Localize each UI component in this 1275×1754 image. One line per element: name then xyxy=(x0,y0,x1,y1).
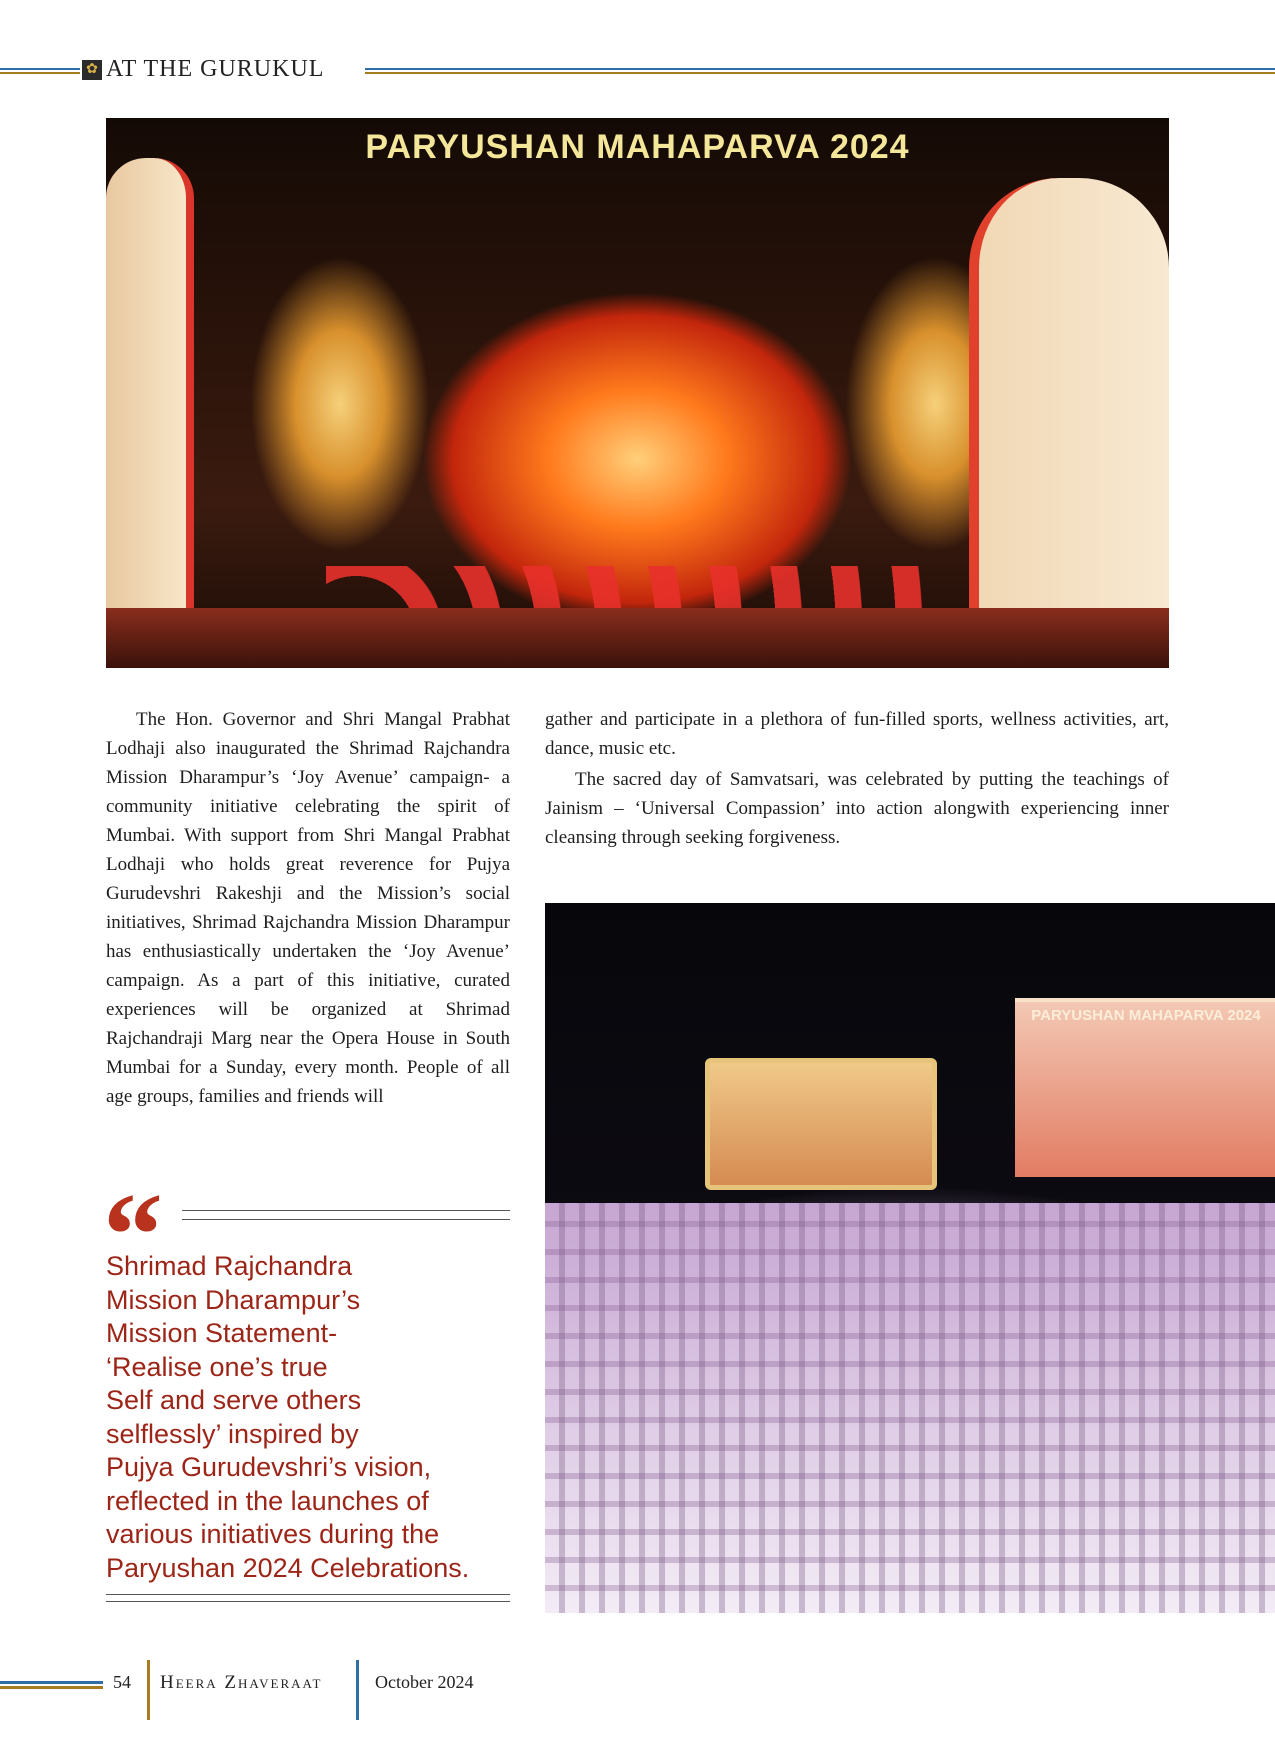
section-emblem-icon: ✿ xyxy=(82,60,102,80)
article-left-column xyxy=(106,705,510,1111)
pull-quote-line: selflessly’ inspired by xyxy=(106,1418,359,1449)
pull-quote-line: Mission Dharampur’s xyxy=(106,1284,361,1315)
stage-performance-photo xyxy=(106,118,1169,668)
pull-quote-line: ‘Realise one’s true xyxy=(106,1351,328,1382)
photo-banner-text: PARYUSHAN MAHAPARVA 2024 xyxy=(365,128,910,166)
stage-arch-right xyxy=(969,178,1169,648)
hall-banner-text: PARYUSHAN MAHAPARVA 2024 xyxy=(1031,1007,1261,1024)
article-paragraph-samvatsari: The sacred day of Samvatsari, was celebrated by putting the teachings of Jainism – ‘Universal Compassion’ into action alongwith experiencing inner cleansing through seeking forgiveness. xyxy=(545,769,1169,848)
header-rule-left xyxy=(0,68,80,74)
pull-quote-line: Pujya Gurudevshri’s vision, xyxy=(106,1452,432,1482)
footer-divider-blue xyxy=(356,1660,359,1720)
pull-quote xyxy=(106,1250,510,1585)
page-number: 54 xyxy=(113,1672,131,1692)
quote-rule-bottom xyxy=(106,1594,510,1602)
pull-quote-line: Mission Statement- xyxy=(106,1318,338,1348)
hall-stage xyxy=(1015,998,1275,1177)
pull-quote-line: Shrimad Rajchandra xyxy=(106,1251,353,1281)
stage-arch-left xyxy=(106,158,194,638)
article-paragraph-continued: gather and participate in a plethora of fun-filled sports, wellness activities, art, dance, music etc. xyxy=(545,709,1169,759)
header-rule-right xyxy=(365,68,1275,74)
pull-quote-line: reflected in the launches of xyxy=(106,1485,429,1516)
projection-screen xyxy=(705,1058,937,1190)
footer-rule xyxy=(0,1681,103,1689)
audience-crowd xyxy=(545,1203,1275,1613)
quote-mark-icon: “ xyxy=(103,1168,163,1301)
magazine-name: Heera Zhaveraat xyxy=(160,1672,323,1693)
pull-quote-line: various initiatives during the xyxy=(106,1519,440,1549)
assembly-hall-photo xyxy=(545,903,1275,1613)
stage-floor xyxy=(106,608,1169,668)
footer-divider-gold xyxy=(147,1660,150,1720)
issue-date: October 2024 xyxy=(375,1672,474,1692)
article-right-column xyxy=(545,705,1169,852)
section-title: AT THE GURUKUL xyxy=(106,56,325,82)
pull-quote-line: Paryushan 2024 Celebrations. xyxy=(106,1552,470,1583)
pull-quote-line: Self and serve others xyxy=(106,1385,362,1415)
quote-rule-top xyxy=(182,1210,510,1220)
article-paragraph: The Hon. Governor and Shri Mangal Prabhat Lodhaji also inaugurated the Shrimad Rajchandra Mission Dharampur’s ‘Joy Avenue’ campaign- a community initiative celebrating the spirit of Mumbai. With support from Shri Mangal Prabhat Lodhaji who holds great reverence for Pujya Gurudevshri Rakeshji and the Mission’s social initiatives, Shrimad Rajchandra Mission Dharampur has enthusiastically undertaken the ‘Joy Avenue’ campaign. As a part of this initiative, curated experiences will be organized at Shrimad Rajchandraji Marg near the Opera House in South Mumbai for a Sunday, every month. People of all age groups, families and friends will xyxy=(106,709,510,1107)
